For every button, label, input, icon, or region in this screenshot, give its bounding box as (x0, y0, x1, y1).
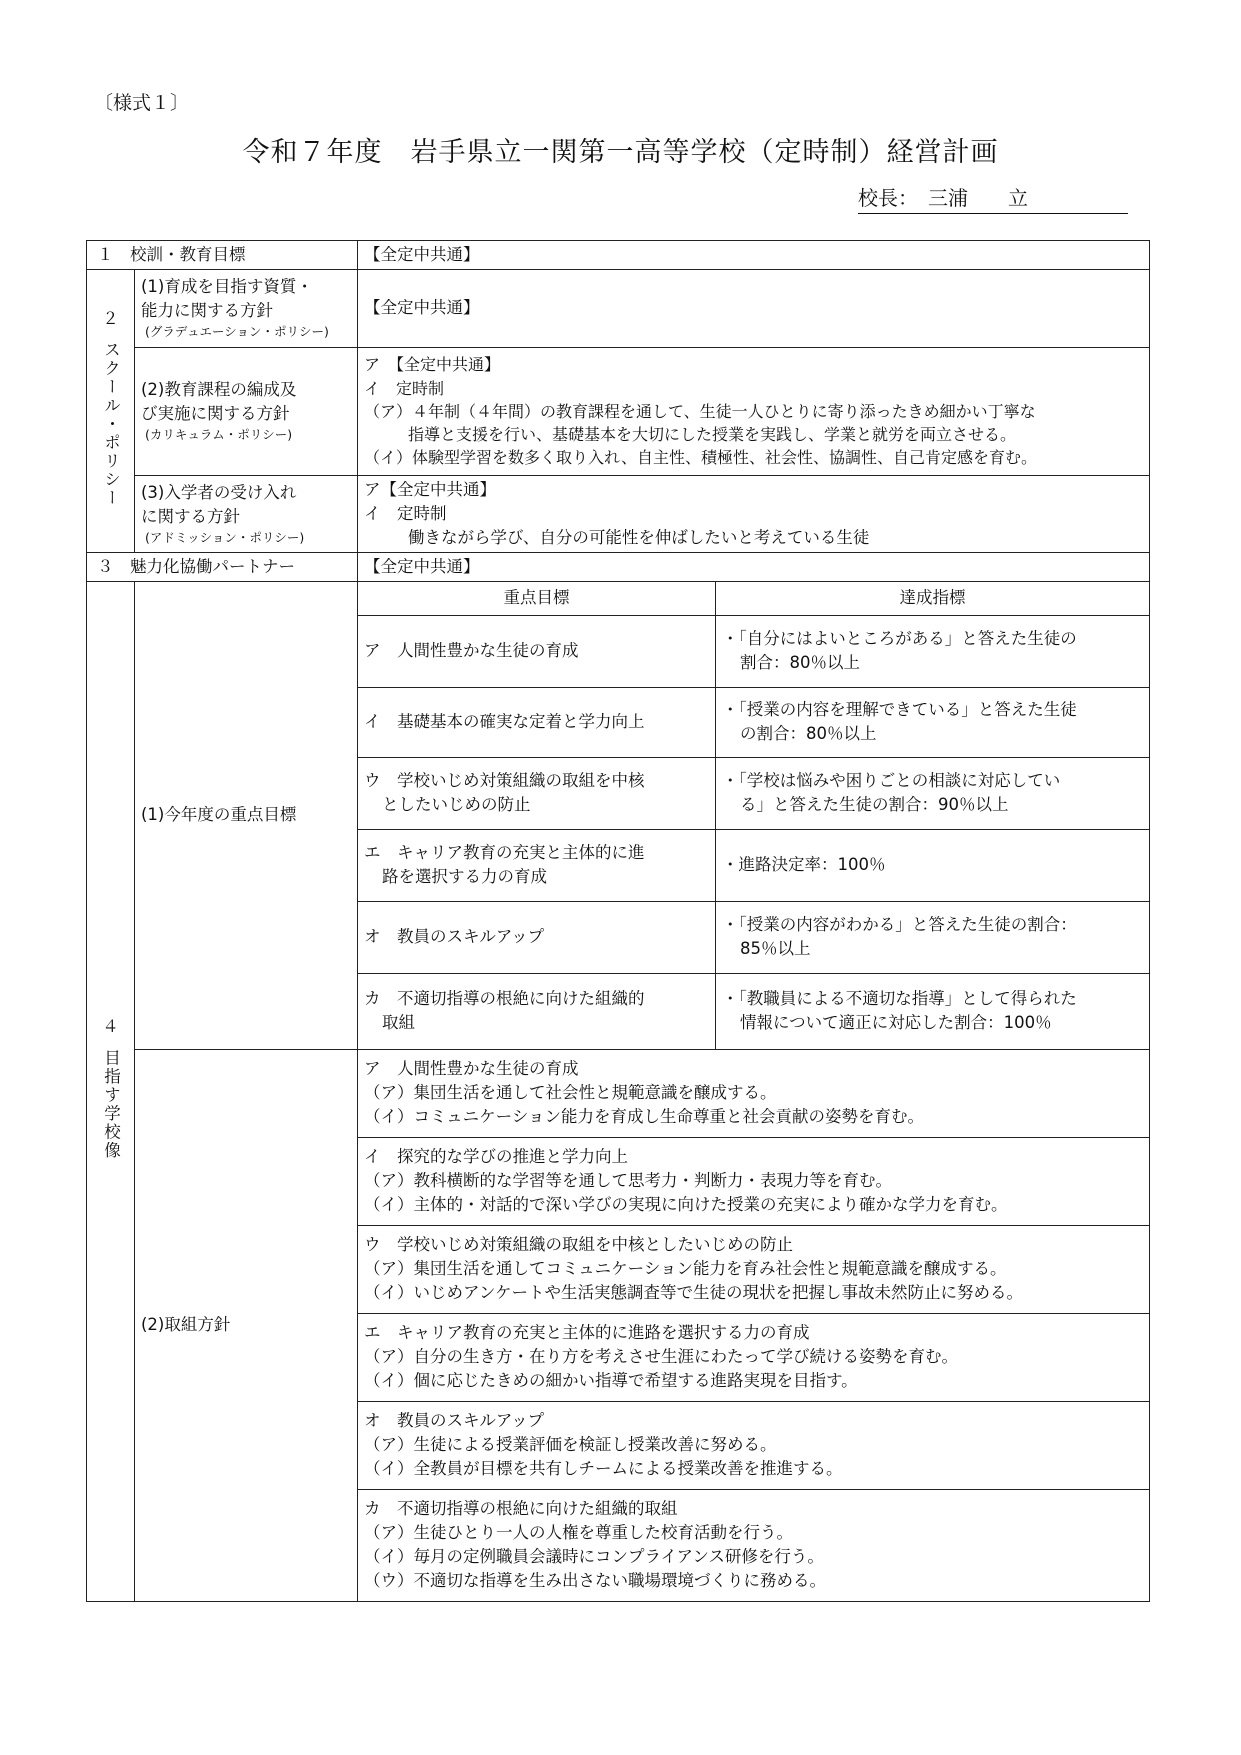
target-index: ・「自分にはよいところがある」と答えた生徒の 割合：80％以上 (716, 615, 1150, 687)
col-index-header: 達成指標 (716, 581, 1150, 615)
policy-block-row (87, 1049, 1150, 1137)
col-goal-header: 重点目標 (358, 581, 716, 615)
policy-block: ウ 学校いじめ対策組織の取組を中核としたいじめの防止 （ア）集団生活を通してコミュニケーション能力を育み社会性と規範意識を醸成する。 （イ）いじめアンケートや生活実態調査等で生徒の現状を把握し事故未然防止に努める。 (358, 1225, 1150, 1313)
section4-number-cell (87, 581, 135, 1601)
policy-block: オ 教員のスキルアップ （ア）生徒による授業評価を検証し授業改善に努める。 （イ）全教員が目標を共有しチームによる授業改善を推進する。 (358, 1401, 1150, 1489)
section3-content: 【全定中共通】 (358, 552, 1150, 581)
section2-row-2 (87, 347, 1150, 475)
target-index: ・「授業の内容がわかる」と答えた生徒の割合： 85％以上 (716, 901, 1150, 973)
policy-label: (2)教育課程の編成及 び実施に関する方針 (カリキュラム・ポリシー) (135, 347, 358, 475)
form-label: 〔様式１〕 (94, 92, 190, 114)
section1-label: １ 校訓・教育目標 (87, 241, 358, 270)
section2-vertical-label: スクール・ポリシー (101, 341, 121, 508)
section4-number: ４ (102, 1017, 119, 1037)
section2-row-3 (87, 475, 1150, 552)
policy-content: 【全定中共通】 (358, 269, 1150, 347)
policy-content: ア【全定中共通】 イ 定時制 働きながら学び、自分の可能性を伸ばしたいと考えている生徒 (358, 475, 1150, 552)
target-goal: ウ 学校いじめ対策組織の取組を中核 としたいじめの防止 (358, 757, 716, 829)
target-goal: オ 教員のスキルアップ (358, 901, 716, 973)
section2-row-1 (87, 269, 1150, 347)
policy-block: カ 不適切指導の根絶に向けた組織的取組 （ア）生徒ひとり一人の人権を尊重した校育活動を行う。 （イ）毎月の定例職員会議時にコンプライアンス研修を行う。 （ウ）不適切な指導を生み出さない職場環境づくりに務める。 (358, 1489, 1150, 1601)
target-index: ・「学校は悩みや困りごとの相談に対応してい る」と答えた生徒の割合：90％以上 (716, 757, 1150, 829)
policy-block: イ 探究的な学びの推進と学力向上 （ア）教科横断的な学習等を通して思考力・判断力・表現力等を育む。 （イ）主体的・対話的で深い学びの実現に向けた授業の充実により確かな学力を育む。 (358, 1137, 1150, 1225)
policy-block: ア 人間性豊かな生徒の育成 （ア）集団生活を通して社会性と規範意識を醸成する。 （イ）コミュニケーション能力を育成し生命尊重と社会貢献の姿勢を育む。 (358, 1049, 1150, 1137)
policies-label: (2)取組方針 (135, 1049, 358, 1601)
targets-header-row (87, 581, 1150, 615)
section1-row (87, 241, 1150, 270)
section4-vertical-label: 目指す学校像 (101, 1049, 121, 1161)
policy-label: (3)入学者の受け入れ に関する方針 (アドミッション・ポリシー) (135, 475, 358, 552)
target-goal: ア 人間性豊かな生徒の育成 (358, 615, 716, 687)
policy-content: ア 【全定中共通】 イ 定時制 （ア）４年制（４年間）の教育課程を通して、生徒一人ひとりに寄り添ったきめ細かい丁寧な 指導と支援を行い、基礎基本を大切にした授業を実践し、学業と就労を両立させる。 （イ）体験型学習を数多く取り入れ、自主性、積極性、社会性、協調性、自己肯定感を育む。 (358, 347, 1150, 475)
targets-label: (1)今年度の重点目標 (135, 581, 358, 1049)
policy-block: エ キャリア教育の充実と主体的に進路を選択する力の育成 （ア）自分の生き方・在り方を考えさせ生涯にわたって学び続ける姿勢を育む。 （イ）個に応じたきめの細かい指導で希望する進路実現を目指す。 (358, 1313, 1150, 1401)
target-goal: イ 基礎基本の確実な定着と学力向上 (358, 687, 716, 757)
document-title: 令和７年度 岩手県立一関第一高等学校（定時制）経営計画 (242, 137, 999, 168)
policy-label: (1)育成を目指す資質・ 能力に関する方針 (グラデュエーション・ポリシー) (135, 269, 358, 347)
section3-label: ３ 魅力化協働パートナー (87, 552, 358, 581)
target-goal: エ キャリア教育の充実と主体的に進 路を選択する力の育成 (358, 829, 716, 901)
target-index: ・「授業の内容を理解できている」と答えた生徒 の割合：80％以上 (716, 687, 1150, 757)
section2-number: ２ (102, 309, 119, 329)
management-plan-table (86, 240, 1150, 1602)
principal-name: 校長： 三浦 立 (858, 182, 1128, 214)
target-index: ・「教職員による不適切な指導」として得られた 情報について適正に対応した割合：100％ (716, 973, 1150, 1049)
section3-row (87, 552, 1150, 581)
section2-number-cell (87, 269, 135, 552)
target-goal: カ 不適切指導の根絶に向けた組織的 取組 (358, 973, 716, 1049)
target-index: ・進路決定率：100％ (716, 829, 1150, 901)
section1-content: 【全定中共通】 (358, 241, 1150, 270)
